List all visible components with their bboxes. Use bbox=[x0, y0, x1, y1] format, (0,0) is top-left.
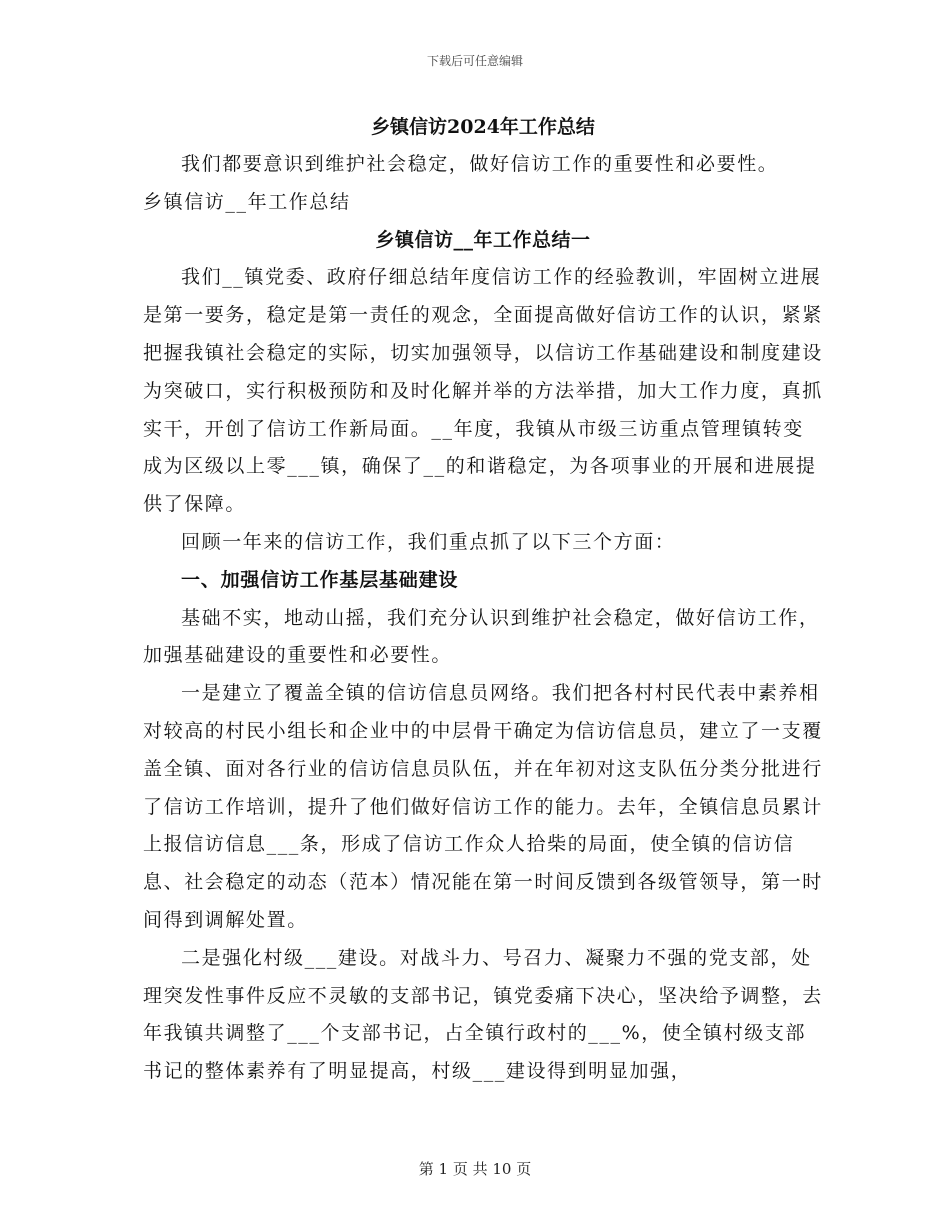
section-paragraph-2: 一是建立了覆盖全镇的信访信息员网络。我们把各村村民代表中素养相对较高的村民小组长和企业中的中层骨干确定为信访信息员，建立了一支覆盖全镇、面对各行业的信访信息员队伍，并在年初对这支队伍分类分批进行了信访工作培训，提升了他们做好信访工作的能力。去年，全镇信息员累计上报信访信息___条，形成了信访工作众人拾柴的局面，使全镇的信访信息、社会稳定的动态（范本）情况能在第一时间反馈到各级管领导，第一时间得到调解处置。 bbox=[143, 682, 823, 931]
body-paragraph-1: 我们__镇党委、政府仔细总结年度信访工作的经验教训，牢固树立进展是第一要务，稳定是第一责任的观念，全面提高做好信访工作的认识，紧紧把握我镇社会稳定的实际，切实加强领导，以信访工作基础建设和制度建设为突破口，实行积极预防和及时化解并举的方法举措，加大工作力度，真抓实干，开创了信访工作新局面。__年度，我镇从市级三访重点管理镇转变成为区级以上零___镇，确保了__的和谐稳定，为各项事业的开展和进展提供了保障。 bbox=[143, 266, 823, 516]
document-title: 乡镇信访2024年工作总结 bbox=[371, 116, 595, 138]
header-note: 下载后可任意编辑 bbox=[426, 54, 523, 68]
section-paragraph-1: 基础不实，地动山摇，我们充分认识到维护社会稳定，做好信访工作，加强基础建设的重要性和必要性。 bbox=[143, 606, 820, 667]
document-body bbox=[143, 112, 823, 1091]
section-paragraph-3: 二是强化村级___建设。对战斗力、号召力、凝聚力不强的党支部，处理突发性事件反应不灵敏的支部书记，镇党委痛下决心，坚决给予调整，去年我镇共调整了___个支部书记，占全镇行政村的___%，使全镇村级支部书记的整体素养有了明显提高，村级___建设得到明显加强， bbox=[143, 946, 823, 1083]
intro-line-2: 乡镇信访__年工作总结 bbox=[143, 190, 351, 213]
body-paragraph-2: 回顾一年来的信访工作，我们重点抓了以下三个方面： bbox=[181, 530, 676, 553]
subtitle: 乡镇信访__年工作总结一 bbox=[375, 228, 591, 251]
intro-paragraph: 我们都要意识到维护社会稳定，做好信访工作的重要性和必要性。 bbox=[181, 153, 779, 175]
page-footer: 第 1 页 共 10 页 bbox=[418, 1160, 532, 1178]
section-heading: 一、加强信访工作基层基础建设 bbox=[181, 568, 459, 591]
